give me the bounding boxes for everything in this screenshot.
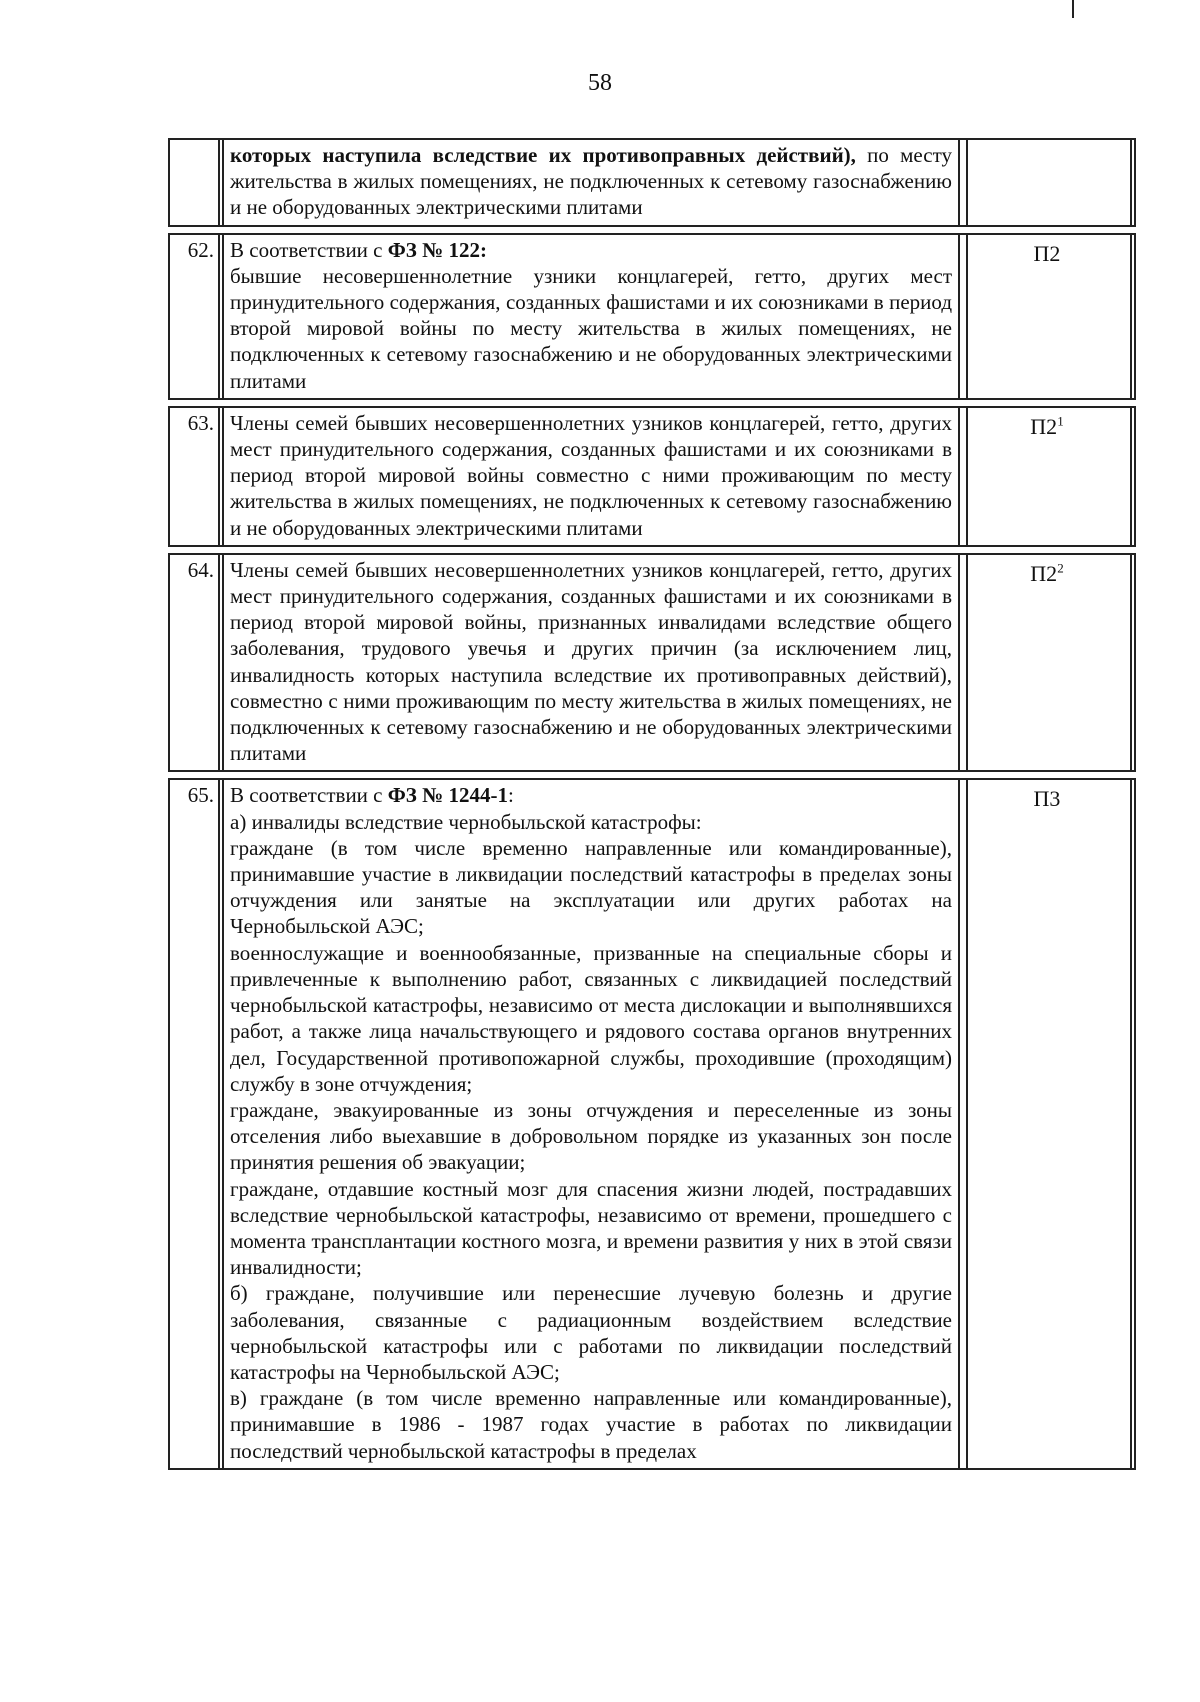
paragraph-text: граждане, эвакуированные из зоны отчуждения и переселенные из зоны отселения либо выехавшие в добровольном порядке из указанных зон после принятия решения об эвакуации; (230, 1097, 952, 1175)
row-code (960, 233, 1136, 400)
description-paragraph (230, 1097, 952, 1176)
row-number: 62. (168, 233, 218, 400)
table-row (168, 553, 1136, 773)
paragraph-lead: В соответствии с (230, 237, 388, 262)
law-reference: ФЗ № 122: (387, 237, 487, 262)
row-description (218, 553, 960, 773)
description-paragraph (230, 142, 952, 221)
code-superscript: 2 (1057, 560, 1064, 576)
description-paragraph (230, 1176, 952, 1281)
code-label: П2 (1030, 413, 1058, 439)
paragraph-lead: В соответствии с (230, 783, 388, 808)
law-reference: ФЗ № 1244-1 (387, 783, 508, 808)
description-paragraph (230, 809, 952, 835)
description-paragraph (230, 1280, 952, 1385)
paragraph-text: Члены семей бывших несовершеннолетних узников концлагерей, гетто, других мест принудительного содержания, созданных фашистами и их союзниками в период второй мировой войны совместно с ними проживающим по месту жительства в жилых помещениях, не подключенных к сетевому газоснабжению и не оборудованных электрическими плитами (230, 410, 952, 540)
paragraph-text: граждане (в том числе временно направленные или командированные), принимавшие участие в ликвидации последствий катастрофы в пределах зоны отчуждения или занятые на эксплуатации или других работах на Чернобыльской АЭС; (230, 835, 952, 939)
page-number: 58 (588, 70, 612, 96)
paragraph-text: бывшие несовершеннолетние узники концлагерей, гетто, других мест принудительного содержания, созданных фашистами и их союзниками в период второй мировой войны по месту жительства в жилых помещениях, не подключенных к сетевому газоснабжению и не оборудованных электрическими плитами (230, 263, 952, 393)
code-label: П2 (1033, 240, 1061, 266)
description-paragraph (230, 237, 952, 263)
row-code (960, 553, 1136, 773)
row-code (960, 778, 1136, 1469)
description-paragraph (230, 263, 952, 394)
code-label: П2 (1030, 560, 1058, 586)
row-description (218, 778, 960, 1469)
description-paragraph (230, 835, 952, 940)
code-label: П3 (1033, 786, 1061, 812)
paragraph-text: военнослужащие и военнообязанные, призванные на специальные сборы и привлеченные к выполнению работ, связанных с ликвидацией последствий чернобыльской катастрофы, независимо от места дислокации и выполнявшихся работ, а также лица начальствующего и рядового состава органов внутренних дел, Государственной противопожарной службы, проходившие (проходящим) службу в зоне отчуждения; (230, 940, 952, 1096)
table-body (168, 138, 1136, 1470)
paragraph-text: в) граждане (в том числе временно направленные или командированные), принимавшие в 1986 - 1987 годах участие в работах по ликвидации последствий чернобыльской катастрофы в пределах (230, 1386, 952, 1463)
benefits-table (168, 138, 1136, 1470)
row-number (168, 138, 218, 227)
margin-mark (1072, 0, 1074, 18)
description-paragraph (230, 410, 952, 541)
paragraph-text: : (507, 783, 514, 808)
row-description (218, 233, 960, 400)
row-code (960, 138, 1136, 227)
paragraph-text: граждане, отдавшие костный мозг для спасения жизни людей, пострадавших вследствие чернобыльской катастрофы, независимо от времени, прошедшего с момента трансплантации костного мозга, и времени развития у них в этой связи инвалидности; (230, 1176, 952, 1280)
row-number: 64. (168, 553, 218, 773)
table-row (168, 406, 1136, 547)
row-description (218, 406, 960, 547)
description-paragraph (230, 940, 952, 1097)
table-row (168, 233, 1136, 400)
row-code (960, 406, 1136, 547)
paragraph-text: б) граждане, получившие или перенесшие лучевую болезнь и другие заболевания, связанные с радиационным воздействием вследствие чернобыльской катастрофы или с работами по ликвидации последствий катастрофы на Чернобыльской АЭС; (230, 1281, 952, 1384)
paragraph-text: а) инвалиды вследствие чернобыльской катастрофы: (230, 809, 702, 834)
description-paragraph (230, 557, 952, 767)
row-number: 63. (168, 406, 218, 547)
description-paragraph (230, 782, 952, 808)
row-description (218, 138, 960, 227)
law-reference: которых наступила вследствие их противоправных действий), (230, 143, 856, 167)
table-row (168, 138, 1136, 227)
table-row (168, 778, 1136, 1469)
paragraph-text: Члены семей бывших несовершеннолетних узников концлагерей, гетто, других мест принудительного содержания, созданных фашистами и их союзниками в период второй мировой войны, признанных инвалидами вследствие общего заболевания, трудового увечья и других причин (за исключением лиц, инвалидность которых наступила вследствие их противоправных действий), совместно с ними проживающим по месту жительства в жилых помещениях, не подключенных к сетевому газоснабжению и не оборудованных электрическими плитами (230, 557, 952, 766)
row-number: 65. (168, 778, 218, 1469)
description-paragraph (230, 1385, 952, 1464)
paragraph-text: по месту жительства в жилых помещениях, не подключенных к сетевому газоснабжению и не оборудованных электрическими плитами (230, 143, 952, 220)
code-superscript: 1 (1057, 413, 1064, 429)
